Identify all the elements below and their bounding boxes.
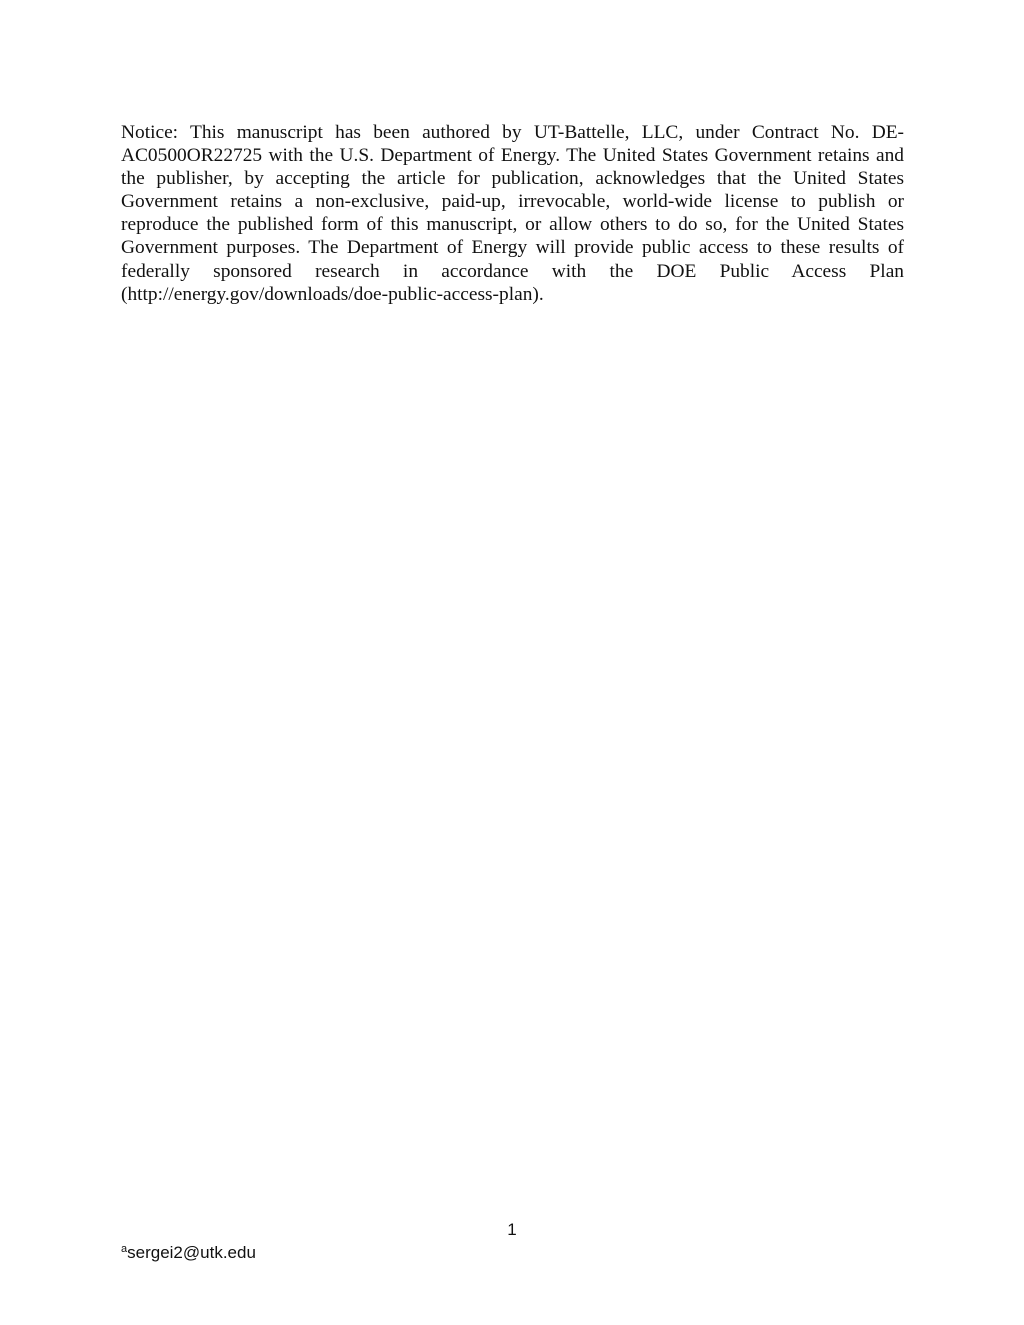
footnote-marker: a <box>121 1243 128 1255</box>
notice-line-2: AC0500OR22725 with the U.S. Department of Energy. The United States Government retains and <box>121 145 904 167</box>
notice-line-6: Government purposes. The Department of Energy will provide public access to these results of <box>121 237 904 259</box>
notice-line-5: reproduce the published form of this manuscript, or allow others to do so, for the United States <box>121 214 904 236</box>
notice-line-7: federally sponsored research in accordance with the DOE Public Access Plan <box>121 260 904 282</box>
page-number: 1 <box>507 1220 517 1239</box>
notice-line-1: Notice: This manuscript has been authored by UT-Battelle, LLC, under Contract No. DE- <box>121 122 904 143</box>
notice-line-3: the publisher, by accepting the article for publication, acknowledges that the United States <box>121 168 904 190</box>
notice-line-4: Government retains a non-exclusive, paid-up, irrevocable, world-wide license to publish or <box>121 191 904 213</box>
notice-paragraph <box>121 121 904 306</box>
footnote-email: sergei2@utk.edu <box>127 1243 256 1262</box>
footnote <box>121 1243 256 1263</box>
notice-line-8: (http://energy.gov/downloads/doe-public-access-plan). <box>121 283 544 305</box>
